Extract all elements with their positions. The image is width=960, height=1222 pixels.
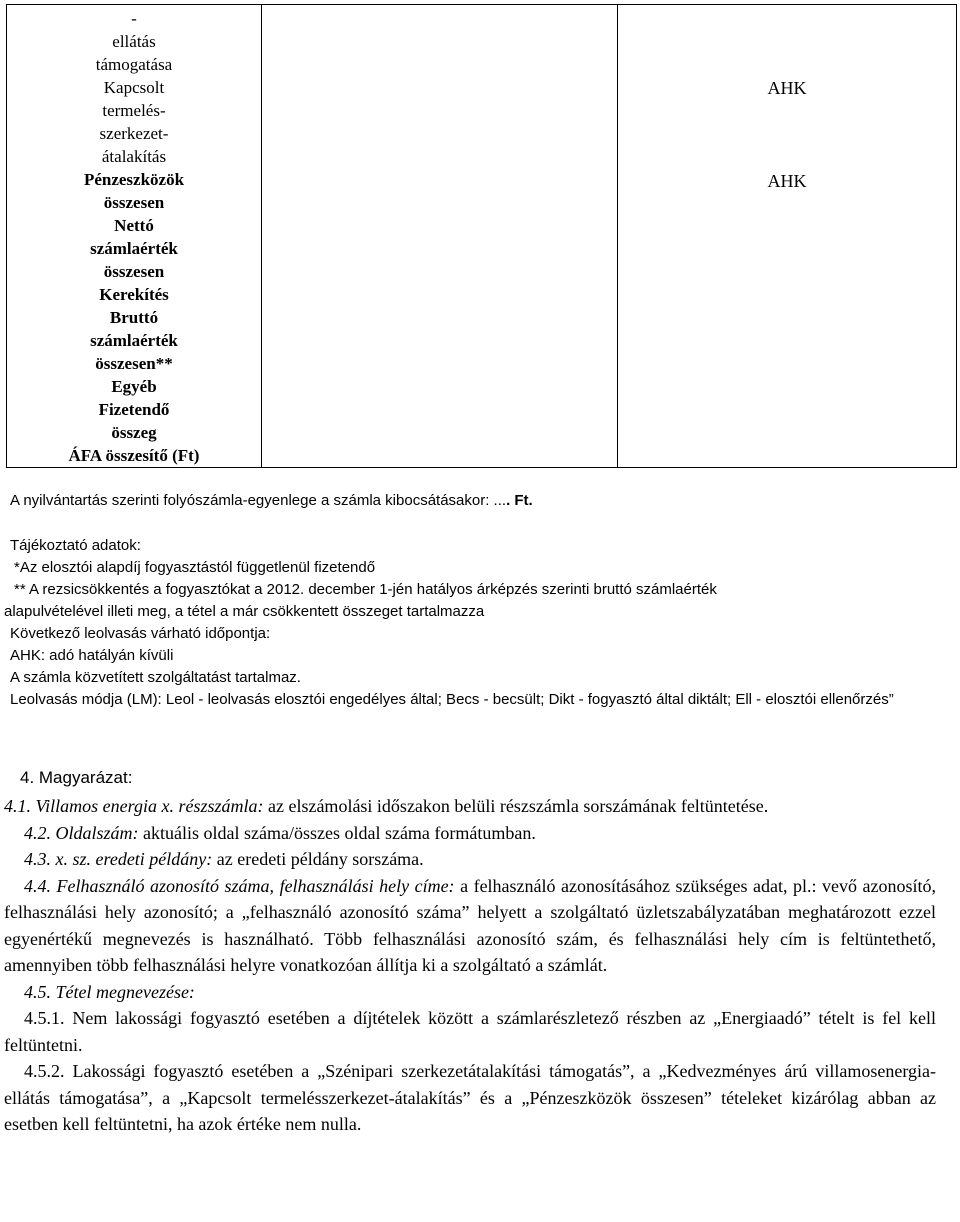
p3-italic: x. sz. eredeti példány: — [55, 849, 213, 869]
info-line: alapulvételével illeti meg, a tétel a már csökkentett összeget tartalmazza — [4, 603, 485, 620]
table-label: összesen — [103, 193, 165, 212]
table-label: Egyéb — [111, 377, 157, 396]
table-label: termelés- — [102, 101, 166, 120]
p5-italic: Tétel megnevezése: — [55, 981, 195, 1002]
info-line: *Az elosztói alapdíj fogyasztástól függetlenül fizetendő — [14, 559, 376, 576]
paragraph-4-4 — [4, 873, 936, 979]
value-cell — [262, 5, 618, 468]
table-label: Fizetendő — [98, 400, 170, 419]
table-label: Kerekítés — [99, 285, 169, 304]
info-line: Következő leolvasás várható időpontja: — [10, 625, 271, 642]
p7-text: 4.5.2. Lakossági fogyasztó esetében a „Szénipari szerkezetátalakítási támogatás”, a „Kedvezményes árú villamosenergia-ellátás támogatása”, a „Kapcsolt termelésszerkezet-átalakítás” és a „Pénzeszközök összesen” tételeket kizárólag abban az esetben kell feltüntetni, ha azok értéke nem nulla. — [4, 1061, 936, 1134]
info-line: ** A rezsicsökkentés a fogyasztókat a 2012. december 1-jén hatályos árképzés szerinti bruttó számlaérték — [14, 581, 717, 598]
info-line: A számla közvetített szolgáltatást tartalmaz. — [10, 669, 301, 686]
table-label: összesen** — [95, 354, 173, 373]
p4-italic: Felhasználó azonosító száma, felhasználási hely címe: — [56, 875, 455, 896]
label-list — [7, 5, 261, 467]
p2-num: 4.2. — [24, 822, 56, 843]
info-heading: Tájékoztató adatok: — [10, 537, 141, 554]
explanation-heading: 4. Magyarázat: — [20, 768, 133, 787]
ahk-label-2: AHK — [767, 171, 807, 191]
paragraph-4-2 — [4, 820, 936, 847]
label-cell — [7, 5, 262, 468]
tax-cell — [618, 5, 957, 468]
p5-num: 4.5. — [24, 981, 56, 1002]
table-label: ellátás — [112, 32, 156, 51]
p3-rest: az eredeti példány sorszáma. — [212, 849, 424, 869]
table-label: Pénzeszközök — [83, 170, 185, 189]
p1-rest: az elszámolási időszakon belüli részszámla sorszámának feltüntetése. — [263, 796, 769, 816]
balance-line — [10, 490, 940, 512]
table-label: Nettó — [114, 216, 154, 235]
table-label: összeg — [111, 423, 157, 442]
info-block — [4, 535, 940, 711]
p1-italic: Villamos energia x. részszámla: — [35, 796, 264, 816]
table-label: támogatása — [95, 55, 173, 74]
table-label: ÁFA összesítő (Ft) — [68, 446, 200, 465]
balance-text: A nyilvántartás szerinti folyószámla-egyenlege a számla kibocsátásakor: ... — [10, 492, 507, 509]
table-label: számlaérték — [90, 331, 178, 350]
p2-italic: Oldalszám: — [55, 822, 139, 843]
paragraph-4-5 — [4, 979, 936, 1006]
table-label: átalakítás — [101, 147, 167, 166]
balance-unit: . Ft. — [506, 492, 533, 509]
p6-text: 4.5.1. Nem lakossági fogyasztó esetében a díjtételek között a számlarészletező részben az „Energiaadó” tételt is fel kell feltüntetni. — [4, 1008, 936, 1055]
table-label: Bruttó — [109, 308, 159, 327]
info-line: AHK: adó hatályán kívüli — [10, 647, 174, 664]
table-label: Kapcsolt — [103, 78, 165, 97]
table-label: számlaérték — [90, 239, 178, 258]
table-label: összesen — [103, 262, 165, 281]
paragraph-4-1 — [0, 793, 936, 820]
paragraph-4-5-2 — [4, 1058, 936, 1138]
explanation-body — [4, 793, 936, 1138]
p3-num: 4.3. — [24, 849, 56, 869]
p4-rest: a felhasználó azonosításához szükséges adat, pl.: vevő azonosító, felhasználási hely azonosító; a „felhasználó azonosító száma” helyett a szolgáltató üzletszabályzatában meghatározott ezzel egyenértékű megnevezés is használható. Több felhasználási azonosító szám, és felhasználási hely cím is feltüntethető, amennyiben több felhasználási helyre vonatkozóan állítja ki a szolgáltató a számlát. — [4, 875, 937, 975]
p4-num: 4.4. — [24, 875, 57, 896]
p1-num: 4.1. — [4, 796, 36, 816]
p2-rest: aktuális oldal száma/összes oldal száma formátumban. — [138, 822, 536, 843]
table-label: szerkezet- — [99, 124, 169, 143]
paragraph-4-5-1 — [4, 1005, 936, 1058]
summary-table — [6, 4, 957, 468]
reading-method-line: Leolvasás módja (LM): Leol - leolvasás elosztói engedélyes által; Becs - becsült; Dikt - fogyasztó által diktált; Ell - elosztói ellenőrzés” — [10, 691, 894, 708]
ahk-label-1: AHK — [767, 78, 807, 98]
paragraph-4-3 — [4, 846, 936, 873]
table-label: - — [131, 9, 137, 28]
